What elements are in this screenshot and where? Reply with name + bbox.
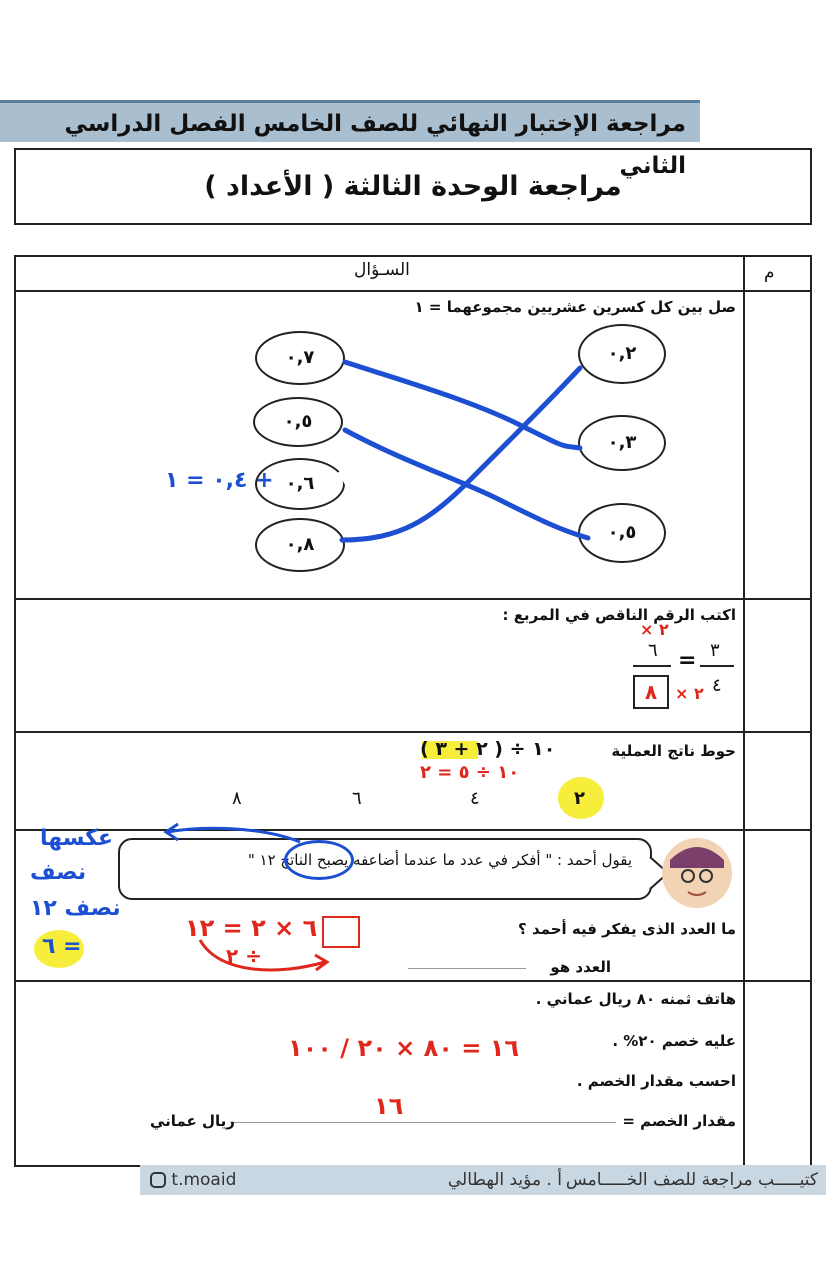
q4-hand-side: عكسها [40, 826, 113, 851]
footer-band [140, 1165, 826, 1195]
q3-option: ٢ [574, 788, 585, 809]
q5-line1: هاتف ثمنه ٨٠ ريال عماني . [535, 990, 736, 1008]
q4-answer-label: العدد هو [550, 958, 611, 976]
q4-speech: يقول أحمد : " أفكر في عدد ما عندما أضاعفه يصبح الناتج ١٢ " [247, 851, 632, 869]
q3-expression: ١٠ ÷ ( ٢ + ٣ ) [420, 738, 556, 760]
q1-left-option: ٠,٥ [253, 397, 343, 447]
q3-option: ٦ [352, 788, 362, 809]
q4-hand-eq: ٦ × ٢ = ١٢ [185, 914, 318, 942]
q1-right-option: ٠,٢ [578, 324, 666, 384]
q5-hand-answer: ١٦ [374, 1092, 404, 1120]
q2-num-right: ٦ [648, 640, 658, 661]
q5-line4-label: مقدار الخصم = [622, 1112, 736, 1130]
q1-left-option: ٠,٧ [255, 331, 345, 385]
q5-line3: احسب مقدار الخصم . [576, 1072, 736, 1090]
q3-hand-work: ١٠ ÷ ٥ = ٢ [420, 762, 520, 783]
q1-left-option: ٠,٨ [255, 518, 345, 572]
q1-right-option: ٠,٥ [578, 503, 666, 563]
q5-hand-calc: ١٦ = ٨٠ × ٢٠ / ١٠٠ [288, 1034, 519, 1062]
q5-line2: عليه خصم ٢٠% . [612, 1032, 736, 1050]
col-number-header: م [764, 263, 775, 283]
q4-hand-side: نصف ١٢ [30, 896, 121, 921]
q2-answer-box: ٨ [633, 675, 669, 709]
footer-handle: t.moaid [150, 1170, 236, 1190]
q1-right-option: ٠,٣ [578, 415, 666, 471]
q4-hand-box [322, 916, 360, 948]
q2-equals: = [678, 648, 697, 673]
q1-hand-note: + ٠,٤ = ١ [165, 468, 274, 493]
footer-book: كتيـــــب مراجعة للصف الخـــــامس [565, 1170, 818, 1190]
q4-hand-side: = ٦ [42, 934, 82, 959]
footer-author: أ . مؤيد الهطالي [447, 1170, 562, 1190]
q3-prompt: حوط ناتج العملية [611, 742, 736, 760]
q2-den-left: ٤ [712, 675, 722, 696]
q3-option: ٨ [232, 788, 242, 809]
q3-option: ٤ [470, 788, 480, 809]
q4-question: ما العدد الذى يفكر فيه أحمد ؟ [518, 920, 736, 938]
q1-left-option: ٠,٦ [255, 458, 345, 510]
instagram-icon [150, 1172, 166, 1188]
q2-hand-top: × ٢ [640, 620, 669, 639]
q4-hand-div: ÷ ٢ [226, 944, 262, 968]
unit-title: مراجعة الوحدة الثالثة ( الأعداد ) [14, 148, 812, 225]
q4-hand-side: نصف [30, 860, 87, 885]
q5-line4-unit: ريال عماني [150, 1112, 235, 1130]
col-question-header: السـؤال [354, 260, 410, 280]
q2-num-left: ٣ [710, 640, 720, 661]
answer-line [230, 1122, 616, 1123]
q2-hand-bottom: × ٢ [675, 684, 704, 703]
exam-title: مراجعة الإختبار النهائي للصف الخامس الفصل الدراسي الثاني [0, 100, 700, 142]
q2-prompt: اكتب الرقم الناقص في المربع : [502, 606, 736, 624]
q1-prompt: صل بين كل كسرين عشريين مجموعهما = ١ [414, 298, 736, 316]
